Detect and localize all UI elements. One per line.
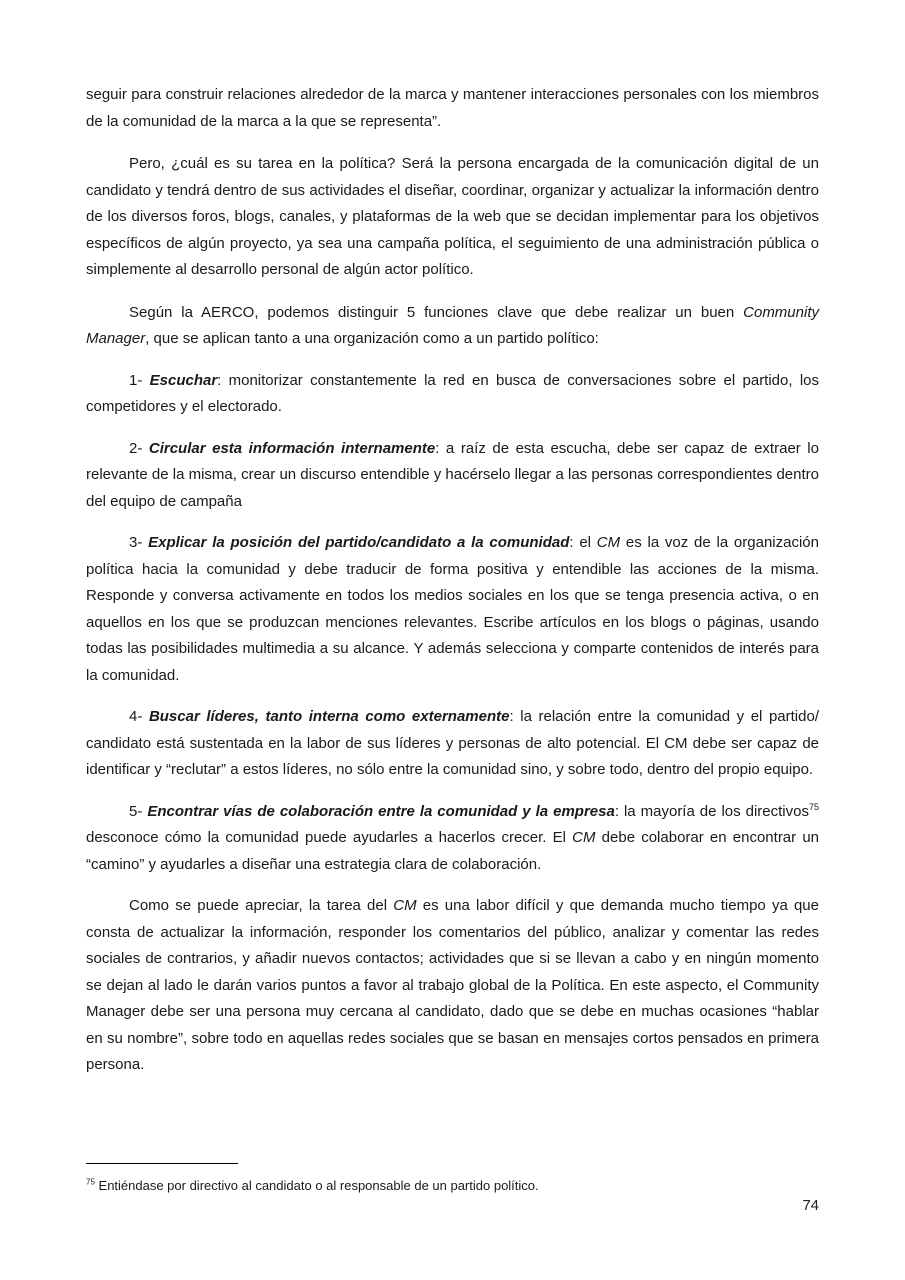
function-5-text-a: : la mayoría de los directivos (614, 802, 809, 820)
paragraph-task-in-politics: Pero, ¿cuál es su tarea en la política? Será la persona encargada de la comunicación digital de un candidato y tendrá dentro de sus actividades el diseñar, coordinar, organizar y actualizar la información dentro de los diversos foros, blogs, canales, y plataformas de la web que se decidan implementar para los objetivos específicos de algún proyecto, ya sea una campaña política, el seguimiento de una administración pública o simplemente al desarrollo personal de algún actor político. (86, 155, 819, 278)
function-2-text: : a raíz de esta escucha, debe ser capaz de extraer lo relevante de la misma, crear un discurso entendible y hacérselo llegar a las personas correspondientes dentro del equipo de campaña (86, 439, 819, 510)
function-1-number: 1- (129, 371, 150, 389)
conclusion-text-after: es una labor difícil y que demanda mucho tiempo ya que consta de actualizar la información, responder los comentarios del público, analizar y comentar las redes sociales de contrarios, y añadir nuevos contactos; actividades que si se llevan a cabo y en ningún momento se dejan al lado le darán varios puntos a favor al trabajo global de la Política. En este aspecto, el Community Manager debe ser una persona muy cercana al candidato, dado que se debe en muchas ocasiones “hablar en su nombre”, sobre todo en aquellas redes sociales que se basan en mensajes cortos pensados en primera persona. (86, 897, 819, 1073)
paragraph-conclusion (86, 893, 819, 1079)
function-1-title: Escuchar (149, 371, 218, 389)
function-4-title: Buscar líderes, tanto interna como externamente (148, 708, 510, 725)
function-5-text-c: debe colaborar en encontrar un “camino” y ayudarles a diseñar una estrategia clara de colaboración. (86, 829, 820, 873)
function-3-number: 3- (129, 534, 149, 551)
function-item-5 (86, 799, 819, 879)
body-text (86, 82, 819, 1095)
aerco-text-before: Según la AERCO, podemos distinguir 5 funciones clave que debe realizar un buen (129, 303, 744, 321)
function-4-number: 4- (129, 708, 149, 725)
aerco-community-manager-italic: Community Manager (86, 303, 819, 347)
paragraph-continuation: seguir para construir relaciones alrededor de la marca y mantener interacciones personales con los miembros de la comunidad de la marca a la que se representa”. (86, 86, 819, 130)
function-item-3 (86, 530, 819, 689)
function-1-text: : monitorizar constantemente la red en busca de conversaciones sobre el partido, los competidores y el electorado. (86, 371, 819, 415)
paragraph-aerco-functions (86, 300, 819, 353)
function-item-4 (86, 704, 819, 784)
function-3-text-a: : el (569, 534, 597, 551)
footnote-text: Entiéndase por directivo al candidato o al responsable de un partido político. (94, 1178, 539, 1193)
footnote-divider (86, 1163, 238, 1164)
function-3-text-b: es la voz de la organización política hacia la comunidad y debe traducir de forma positiva y entendible las acciones de la misma. Responde y conversa activamente en todos los medios sociales en los que se tenga presencia activa, o en aquellos en los que se produzcan menciones relevantes. Escribe artículos en los blogs o páginas, usando todas las posibilidades multimedia a su alcance. Y además selecciona y comparte contenidos de interés para la comunidad. (86, 534, 819, 684)
function-3-title: Explicar la posición del partido/candidato a la comunidad (148, 534, 570, 551)
page-number: 74 (802, 1197, 819, 1214)
conclusion-cm-italic: CM (393, 897, 417, 914)
footnote (86, 1177, 819, 1194)
function-3-cm-italic: CM (596, 534, 621, 551)
function-5-number: 5- (129, 802, 148, 820)
function-item-2 (86, 436, 819, 516)
function-2-title: Circular esta información internamente (148, 439, 436, 457)
function-5-title: Encontrar vías de colaboración entre la comunidad y la empresa (147, 802, 615, 820)
footnote-reference[interactable]: 75 (808, 801, 819, 812)
function-2-number: 2- (129, 439, 149, 457)
function-4-text: : la relación entre la comunidad y el partido/ candidato está sustentada en la labor de sus líderes y personas de alto potencial. El CM debe ser capaz de identificar y “reclutar” a estos líderes, no sólo entre la comunidad sino, y sobre todo, dentro del propio equipo. (86, 708, 819, 778)
conclusion-text-before: Como se puede apreciar, la tarea del (129, 897, 394, 914)
function-5-text-b: desconoce cómo la comunidad puede ayudarles a hacerlos crecer. El (86, 829, 573, 846)
footnote-number: 75 (86, 1177, 95, 1187)
function-5-cm-italic: CM (572, 829, 596, 846)
function-item-1 (86, 368, 819, 421)
aerco-text-after: , que se aplican tanto a una organización como a un partido político: (145, 330, 599, 347)
